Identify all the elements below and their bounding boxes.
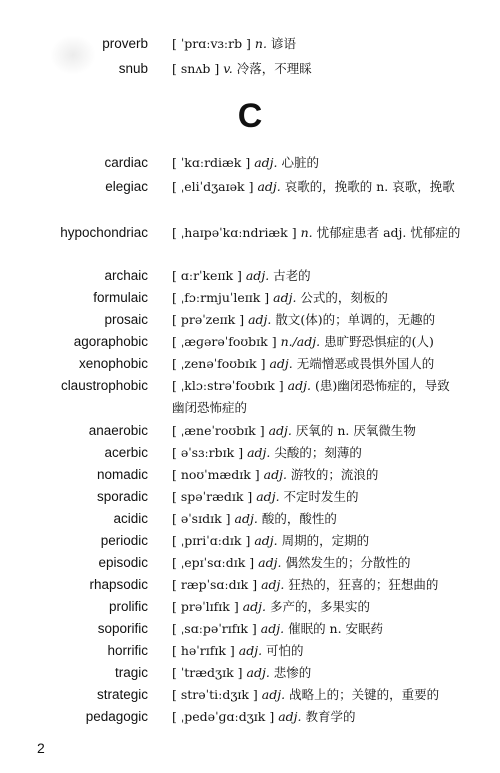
- headword: horrific: [107, 643, 148, 658]
- definition: [172, 309, 462, 331]
- pronunciation: [ ˌpɪriˈɑːdɪk ]: [172, 533, 251, 548]
- meaning: 忧郁症患者 adj. 忧郁症的: [316, 225, 461, 240]
- headword: agoraphobic: [73, 334, 148, 349]
- definition: [172, 58, 462, 80]
- definition: [172, 287, 462, 309]
- definition: [172, 375, 462, 419]
- headword: episodic: [98, 555, 148, 570]
- pronunciation: [ ˌsɑːpəˈrɪfɪk ]: [172, 621, 257, 636]
- meaning: 偶然发生的；分散性的: [285, 555, 411, 570]
- part-of-speech: adj.: [263, 467, 287, 482]
- definition: [172, 265, 462, 287]
- meaning: 公式的，刻板的: [300, 290, 388, 305]
- part-of-speech: adj.: [257, 179, 281, 194]
- meaning: 无端憎恶或畏惧外国人的: [296, 356, 435, 371]
- pronunciation: [ həˈrɪfɪk ]: [172, 643, 235, 658]
- meaning: 散文(体)的；单调的，无趣的: [275, 312, 436, 327]
- definition: [172, 640, 462, 662]
- pronunciation: [ noʊˈmædɪk ]: [172, 467, 260, 482]
- headword: acerbic: [104, 445, 148, 460]
- pronunciation: [ ˌeliˈdʒaɪək ]: [172, 179, 254, 194]
- meaning: 多产的，多果实的: [270, 599, 371, 614]
- part-of-speech: adj.: [260, 621, 285, 636]
- meaning: 游牧的；流浪的: [290, 467, 379, 482]
- pronunciation: [ ˌklɔːstrəˈfoʊbɪk ]: [172, 378, 284, 393]
- pronunciation: [ ˌæɡərəˈfoʊbɪk ]: [172, 334, 277, 349]
- pronunciation: [ snʌb ]: [172, 61, 220, 76]
- headword: acidic: [113, 511, 148, 526]
- headword: archaic: [104, 268, 148, 283]
- headword: elegiac: [105, 179, 148, 194]
- part-of-speech: adj.: [273, 290, 297, 305]
- definition: [172, 176, 462, 198]
- part-of-speech: v.: [223, 61, 233, 76]
- definition: [172, 508, 462, 530]
- pronunciation: [ ˌæneˈroʊbɪk ]: [172, 423, 265, 438]
- part-of-speech: adj.: [287, 378, 311, 393]
- headword: xenophobic: [78, 356, 148, 371]
- pronunciation: [ ˈprɑːvɜːrb ]: [172, 36, 251, 51]
- part-of-speech: adj.: [268, 423, 292, 438]
- meaning: 谚语: [270, 36, 296, 51]
- meaning: 酸的，酸性的: [261, 511, 337, 526]
- part-of-speech: adj.: [278, 709, 302, 724]
- meaning: 患旷野恐惧症的(人): [324, 334, 434, 349]
- part-of-speech: adj.: [254, 533, 278, 548]
- part-of-speech: adj.: [269, 356, 293, 371]
- definition: [172, 353, 462, 375]
- part-of-speech: n.: [300, 225, 313, 240]
- scan-smudge: [50, 35, 96, 75]
- pronunciation: [ strəˈtiːdʒɪk ]: [172, 687, 258, 702]
- headword: cardiac: [104, 155, 148, 170]
- meaning: 尖酸的；刻薄的: [274, 445, 362, 460]
- definition: [172, 420, 462, 442]
- pronunciation: [ spəˈrædɪk ]: [172, 489, 253, 504]
- meaning: 不定时发生的: [283, 489, 359, 504]
- section-letter: C: [237, 97, 263, 135]
- headword: soporific: [97, 621, 148, 636]
- pronunciation: [ prəˈzeɪɪk ]: [172, 312, 245, 327]
- meaning: 教育学的: [305, 709, 356, 724]
- part-of-speech: adj.: [246, 665, 270, 680]
- pronunciation: [ ˈkɑːrdiæk ]: [172, 155, 251, 170]
- definition: [172, 684, 462, 706]
- pronunciation: [ ræpˈsɑːdɪk ]: [172, 577, 258, 592]
- meaning: 狂热的，狂喜的；狂想曲的: [288, 577, 439, 592]
- meaning: 古老的: [273, 268, 311, 283]
- pronunciation: [ əˈsɜːrbɪk ]: [172, 445, 244, 460]
- pronunciation: [ ˌepɪˈsɑːdɪk ]: [172, 555, 255, 570]
- pronunciation: [ ɑːrˈkeɪɪk ]: [172, 268, 242, 283]
- pronunciation: [ ˌhaɪpəˈkɑːndriæk ]: [172, 225, 297, 240]
- meaning: 可怕的: [266, 643, 304, 658]
- part-of-speech: adj.: [254, 155, 278, 170]
- meaning: (患)幽闭恐怖症的，导致幽闭恐怖症的: [172, 378, 450, 415]
- pronunciation: [ ˌzenəˈfoʊbɪk ]: [172, 356, 266, 371]
- part-of-speech: adj.: [256, 489, 280, 504]
- part-of-speech: adj.: [261, 577, 285, 592]
- headword: prolific: [108, 599, 148, 614]
- headword: periodic: [100, 533, 148, 548]
- definition: [172, 486, 462, 508]
- definition: [172, 464, 462, 486]
- definition: [172, 442, 462, 464]
- headword: anaerobic: [88, 423, 148, 438]
- part-of-speech: adj.: [238, 643, 263, 658]
- part-of-speech: adj.: [247, 445, 271, 460]
- pronunciation: [ ˌpedəˈɡɑːdʒɪk ]: [172, 709, 275, 724]
- meaning: 催眠的 n. 安眠药: [288, 621, 384, 636]
- headword: formulaic: [93, 290, 148, 305]
- headword: rhapsodic: [89, 577, 148, 592]
- meaning: 厌氧的 n. 厌氧微生物: [295, 423, 416, 438]
- part-of-speech: adj.: [245, 268, 270, 283]
- definition: [172, 222, 462, 244]
- meaning: 周期的，定期的: [281, 533, 370, 548]
- definition: [172, 706, 462, 728]
- definition: [172, 331, 462, 353]
- part-of-speech: n.: [254, 36, 267, 51]
- meaning: 冷落，不理睬: [236, 61, 312, 76]
- headword: pedagogic: [85, 709, 148, 724]
- headword: hypochondriac: [60, 225, 148, 240]
- pronunciation: [ əˈsɪdɪk ]: [172, 511, 231, 526]
- headword: claustrophobic: [60, 378, 148, 393]
- meaning: 心脏的: [281, 155, 320, 170]
- headword: nomadic: [96, 467, 148, 482]
- part-of-speech: adj.: [261, 687, 286, 702]
- part-of-speech: adj.: [258, 555, 282, 570]
- part-of-speech: adj.: [242, 599, 267, 614]
- pronunciation: [ ˌfɔːrmjuˈleɪɪk ]: [172, 290, 270, 305]
- headword: tragic: [114, 665, 148, 680]
- page-number: 2: [37, 740, 45, 756]
- definition: [172, 618, 462, 640]
- headword: sporadic: [96, 489, 148, 504]
- pronunciation: [ ˈtrædʒɪk ]: [172, 665, 243, 680]
- definition: [172, 152, 462, 174]
- headword: strategic: [96, 687, 148, 702]
- headword: prosaic: [104, 312, 148, 327]
- definition: [172, 552, 462, 574]
- definition: [172, 574, 462, 596]
- meaning: 哀歌的，挽歌的 n. 哀歌，挽歌: [284, 179, 455, 194]
- definition: [172, 596, 462, 618]
- headword: proverb: [102, 36, 148, 51]
- meaning: 悲惨的: [273, 665, 312, 680]
- definition: [172, 530, 462, 552]
- part-of-speech: adj.: [234, 511, 258, 526]
- part-of-speech: adj.: [248, 312, 272, 327]
- definition: [172, 662, 462, 684]
- pronunciation: [ prəˈlɪfɪk ]: [172, 599, 239, 614]
- headword: snub: [118, 61, 148, 76]
- meaning: 战略上的；关键的，重要的: [289, 687, 440, 702]
- definition: [172, 33, 462, 55]
- part-of-speech: n./adj.: [280, 334, 321, 349]
